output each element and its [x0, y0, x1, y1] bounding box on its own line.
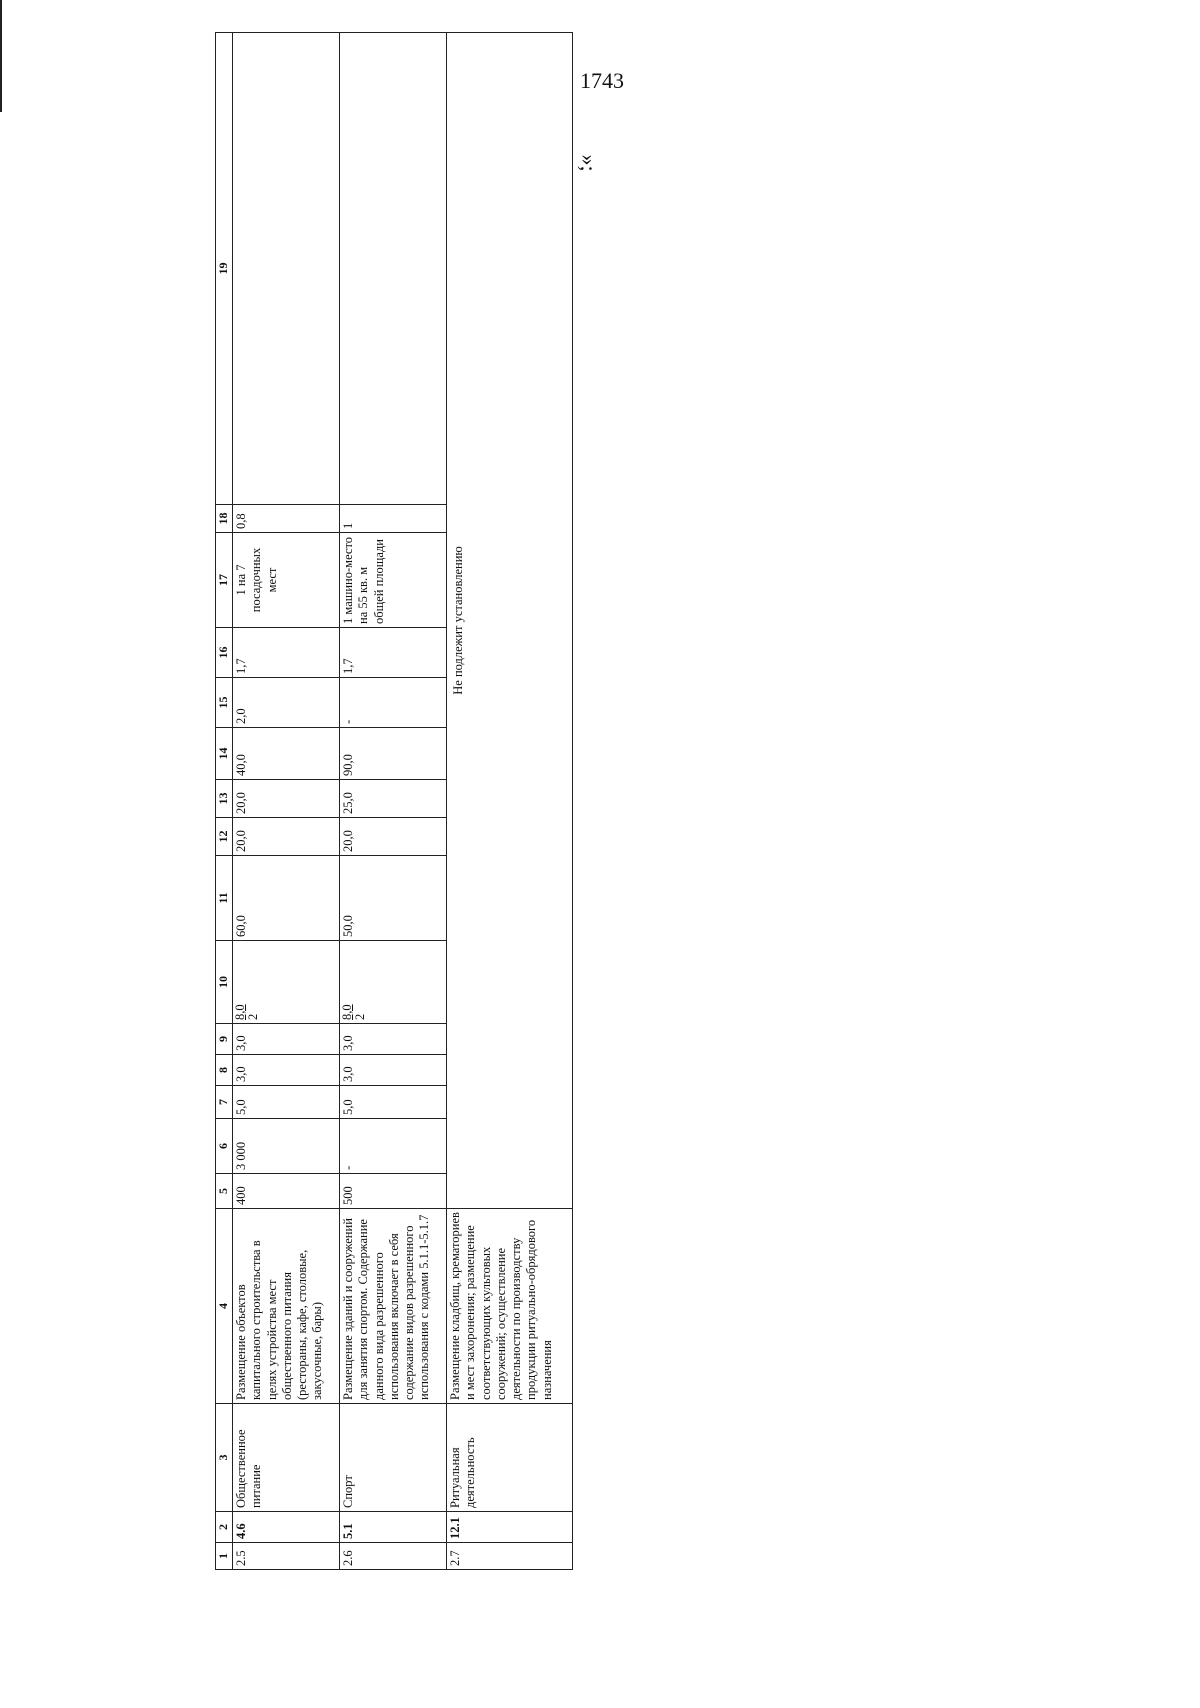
- table-cell: [340, 33, 447, 505]
- use-code: 4.6: [233, 1512, 340, 1543]
- col-header: 1: [216, 1543, 233, 1570]
- table-cell: 0,8: [233, 505, 340, 533]
- col-header: 5: [216, 1174, 233, 1209]
- not-subject-to-establishment: Не подлежит установлению: [447, 33, 573, 1209]
- fraction-numerator: 8,0: [233, 1004, 247, 1020]
- zoning-parameters-table: [215, 32, 573, 1570]
- fraction-denominator: 2: [246, 1013, 261, 1020]
- use-name: Спорт: [340, 1404, 447, 1512]
- table-cell: 1,7: [233, 628, 340, 678]
- margin-line: [0, 0, 2, 112]
- fraction-numerator: 8,0: [340, 1004, 354, 1020]
- table-cell: 5,0: [340, 1086, 447, 1119]
- table-cell: -: [340, 1119, 447, 1174]
- parking-norm: 1 машино-место на 55 кв. м общей площади: [340, 533, 447, 628]
- col-header: 18: [216, 505, 233, 533]
- header-row: [216, 33, 233, 1570]
- table-row: [340, 33, 447, 1570]
- col-header: 15: [216, 678, 233, 728]
- table-cell: 3,0: [233, 1024, 340, 1055]
- table-cell: 90,0: [340, 728, 447, 780]
- col-header: 8: [216, 1055, 233, 1086]
- fraction-cell: [233, 941, 340, 1024]
- col-header: 11: [216, 856, 233, 941]
- table-cell: 3 000: [233, 1119, 340, 1174]
- use-name: Ритуальная деятельность: [447, 1404, 573, 1512]
- col-header: 7: [216, 1086, 233, 1119]
- col-header: 13: [216, 780, 233, 818]
- table-cell: 20,0: [340, 818, 447, 856]
- closing-quote-mark: »;: [576, 154, 602, 172]
- col-header: 19: [216, 33, 233, 505]
- use-code: 12.1: [447, 1512, 573, 1543]
- col-header: 9: [216, 1024, 233, 1055]
- fraction-denominator: 2: [353, 1013, 368, 1020]
- use-description: Размещение зданий и сооружений для занятия спортом. Содержание данного вида разрешенного использования включает в себя содержание видов разрешенного использования с кодами 5.1.1-5.1.7: [340, 1209, 447, 1404]
- col-header: 10: [216, 941, 233, 1024]
- col-header: 6: [216, 1119, 233, 1174]
- col-header: 17: [216, 533, 233, 628]
- table-cell: 3,0: [340, 1024, 447, 1055]
- table-cell: -: [340, 678, 447, 728]
- table-cell: 60,0: [233, 856, 340, 941]
- col-header: 14: [216, 728, 233, 780]
- table-cell: 3,0: [233, 1055, 340, 1086]
- fraction-cell: [340, 941, 447, 1024]
- table-cell: 50,0: [340, 856, 447, 941]
- row-number: 2.6: [340, 1543, 447, 1570]
- table-row: [233, 33, 340, 1570]
- row-number: 2.5: [233, 1543, 340, 1570]
- table-cell: 3,0: [340, 1055, 447, 1086]
- table-cell: 1,7: [340, 628, 447, 678]
- use-code: 5.1: [340, 1512, 447, 1543]
- table-cell: 2,0: [233, 678, 340, 728]
- row-number: 2.7: [447, 1543, 573, 1570]
- col-header: 2: [216, 1512, 233, 1543]
- table-cell: 5,0: [233, 1086, 340, 1119]
- table-cell: 25,0: [340, 780, 447, 818]
- col-header: 4: [216, 1209, 233, 1404]
- table-cell: 1: [340, 505, 447, 533]
- col-header: 16: [216, 628, 233, 678]
- col-header: 12: [216, 818, 233, 856]
- use-description: Размещение объектов капитального строительства в целях устройства мест общественного питания (рестораны, кафе, столовые, закусочные, бары): [233, 1209, 340, 1404]
- use-name: Общественное питание: [233, 1404, 340, 1512]
- table-row: [447, 33, 573, 1570]
- table-cell: [233, 33, 340, 505]
- table-cell: 20,0: [233, 818, 340, 856]
- col-header: 3: [216, 1404, 233, 1512]
- table-cell: 40,0: [233, 728, 340, 780]
- page-number: 1743: [580, 68, 624, 93]
- table-cell: 500: [340, 1174, 447, 1209]
- use-description: Размещение кладбищ, крематориев и мест захоронения; размещение соответствующих культовых сооружений; осуществление деятельности по производству продукции ритуально-обрядового назначения: [447, 1209, 573, 1404]
- parking-norm: 1 на 7 посадочных мест: [233, 533, 340, 628]
- rotated-table-container: [215, 133, 565, 1570]
- table-cell: 20,0: [233, 780, 340, 818]
- table-cell: 400: [233, 1174, 340, 1209]
